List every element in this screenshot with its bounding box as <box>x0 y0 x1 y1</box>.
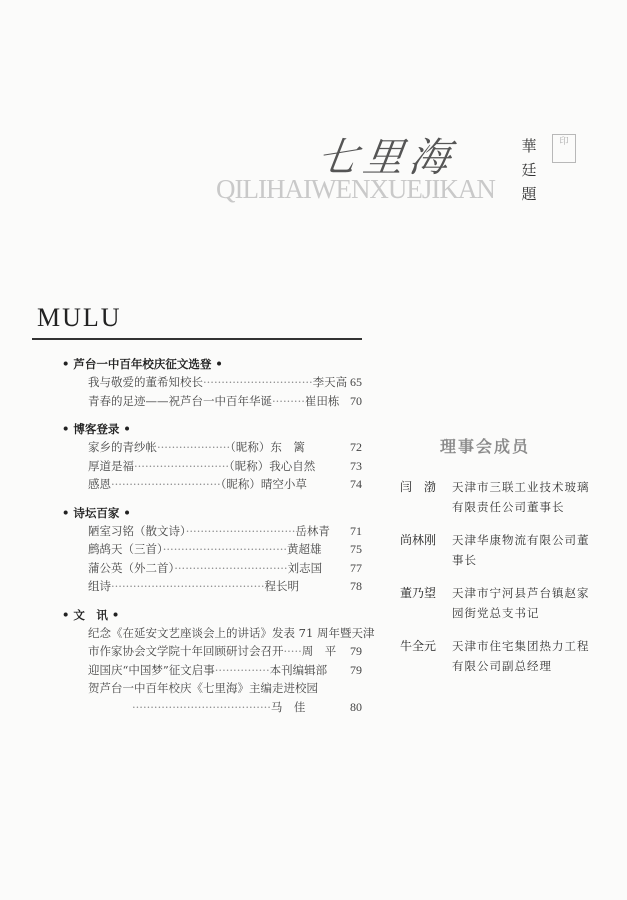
member-description: 天津市三联工业技术玻璃有限责任公司董事长 <box>452 480 590 514</box>
toc-entry[interactable] <box>62 679 362 698</box>
entry-author: 周 平 <box>301 644 337 658</box>
calligraphy-inscription: 華廷題 <box>521 137 537 203</box>
toc-entry[interactable] <box>62 577 362 596</box>
entry-author: 刘志国 <box>287 560 323 575</box>
entry-author: 本刊编辑部 <box>269 662 328 677</box>
member-name: 尚林刚 <box>400 533 437 547</box>
leader-dots: ·································· <box>162 542 288 556</box>
entry-page: 78 <box>350 579 362 593</box>
entry-page: 70 <box>350 393 362 408</box>
entry-title: 感恩 <box>88 477 111 491</box>
leader-dots: ······························ <box>185 523 296 538</box>
entry-author: 崔田栋 <box>304 393 340 408</box>
toc-entry[interactable] <box>62 698 362 717</box>
member-row <box>400 583 600 623</box>
heading-rule <box>32 338 362 340</box>
members-list <box>400 477 600 676</box>
pinyin-title: QILIHAIWENXUEJIKAN <box>216 174 495 204</box>
entry-author: （昵称）我心自然 <box>229 458 316 473</box>
entry-page: 74 <box>350 477 362 491</box>
entry-page: 77 <box>350 560 362 575</box>
entry-page: 65 <box>350 375 362 389</box>
toc-entry[interactable] <box>62 540 362 559</box>
section-heading: • 文 讯 • <box>62 607 120 622</box>
toc-entry[interactable] <box>62 373 362 392</box>
member-description: 天津市住宅集团热力工程有限公司副总经理 <box>452 639 590 673</box>
entry-title: 纪念《在延安文艺座谈会上的讲话》发表 71 周年暨天津 <box>88 625 375 640</box>
leader-dots: ······························ <box>111 477 221 491</box>
toc-entry[interactable] <box>62 438 362 457</box>
section-heading: • 博客登录 • <box>62 422 131 436</box>
member-name: 董乃望 <box>400 586 437 600</box>
entry-title: 陋室习铭（散文诗） <box>88 523 186 538</box>
leader-dots: ······························· <box>174 560 288 575</box>
toc-entry[interactable] <box>62 457 362 476</box>
toc-entry[interactable] <box>62 624 375 643</box>
toc-entry[interactable] <box>62 475 362 494</box>
member-name: 闫 渤 <box>400 480 437 494</box>
member-description: 天津市宁河县芦台镇赵家园街党总支书记 <box>452 586 590 620</box>
leader-dots: ······························ <box>203 375 313 389</box>
toc-entry[interactable] <box>62 522 362 541</box>
leader-dots: ·········································· <box>111 579 265 593</box>
leader-dots: ····· <box>283 644 302 658</box>
entry-title: 迎国庆“中国梦”征文启事 <box>88 662 215 677</box>
masthead <box>0 120 627 220</box>
entry-title: 家乡的青纱帐 <box>88 440 157 454</box>
entry-page: 71 <box>350 523 362 538</box>
toc-entry[interactable] <box>62 661 362 680</box>
toc-entry[interactable] <box>62 642 362 661</box>
toc-entry[interactable] <box>62 559 362 578</box>
entry-title: 市作家协会文学院十年回顾研讨会召开 <box>88 644 284 658</box>
entry-title: 贺芦台一中百年校庆《七里海》主编走进校园 <box>88 681 318 695</box>
leader-dots: ···················· <box>157 440 231 454</box>
entry-page: 75 <box>350 542 362 556</box>
section-heading: • 诗坛百家 • <box>62 505 131 520</box>
entry-page: 80 <box>350 699 362 714</box>
council-members <box>400 434 600 676</box>
members-title: 理事会成员 <box>440 437 531 456</box>
entry-page: 73 <box>350 458 362 473</box>
calligraphy-title: 七里海 <box>314 135 459 181</box>
entry-title: 我与敬爱的董希知校长 <box>88 375 203 389</box>
leader-dots: ··············· <box>214 662 270 677</box>
entry-author: 李天高 <box>312 375 348 389</box>
section-heading: • 芦台一中百年校庆征文选登 • <box>62 357 223 371</box>
entry-title: 鹧鸪天（三首） <box>88 542 163 556</box>
entry-author: 程长明 <box>264 579 300 593</box>
leader-dots: ·························· <box>134 458 230 473</box>
entry-author: 岳林青 <box>295 523 330 538</box>
entry-author: 黄超雄 <box>287 542 322 556</box>
entry-author: 马 佳 <box>270 699 306 714</box>
member-row <box>400 636 600 676</box>
entry-page: 79 <box>350 644 362 658</box>
entry-title: 组诗 <box>88 579 111 593</box>
table-of-contents <box>62 345 375 716</box>
toc-entry[interactable] <box>62 392 362 411</box>
member-row <box>400 530 600 570</box>
leader-dots: ······································ <box>132 699 271 714</box>
entry-title: 蒲公英（外二首） <box>88 560 175 575</box>
entry-page: 72 <box>350 440 362 454</box>
entry-title: 青春的足迹——祝芦台一中百年华诞 <box>88 393 272 408</box>
entry-page: 79 <box>350 662 362 677</box>
contents-heading: MULU <box>37 303 122 332</box>
leader-dots: ········· <box>272 393 305 408</box>
member-name: 牛全元 <box>400 639 437 653</box>
member-row <box>400 477 600 517</box>
entry-title: 厚道是福 <box>88 458 134 473</box>
member-description: 天津华康物流有限公司董事长 <box>452 533 590 567</box>
seal-stamp: 印 <box>552 134 576 163</box>
entry-author: （昵称）东 篱 <box>230 440 305 454</box>
entry-author: （昵称）晴空小草 <box>220 477 307 491</box>
